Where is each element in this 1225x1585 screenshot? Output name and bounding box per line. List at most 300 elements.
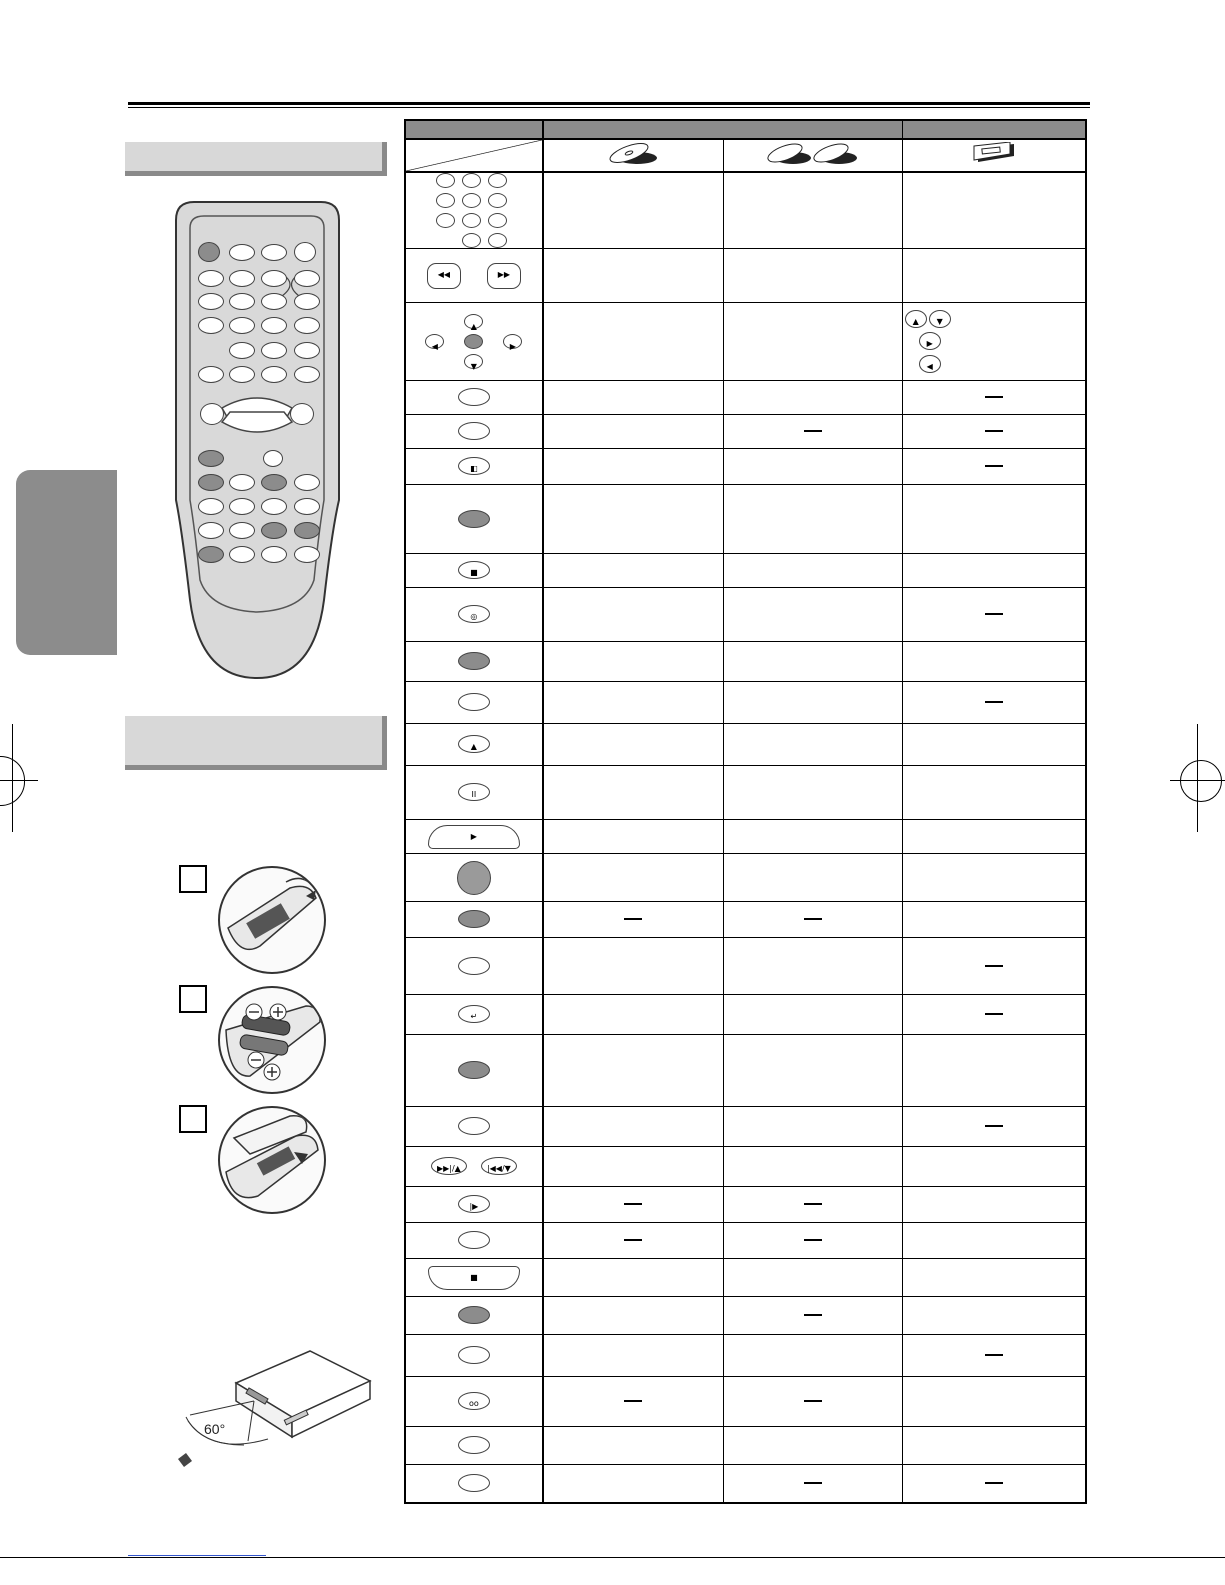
vcr-cell — [902, 381, 1086, 415]
dvd-cell — [543, 1465, 724, 1503]
not-applicable-dash — [804, 918, 822, 920]
cd-cell — [724, 682, 903, 724]
right-glyph: ▶ — [509, 341, 516, 351]
button-cell — [405, 766, 543, 820]
button-cell — [405, 1377, 543, 1427]
cd-cell — [724, 1107, 903, 1147]
button-graphic — [458, 422, 490, 440]
remote-right-key — [294, 474, 320, 491]
oval-button — [458, 957, 490, 975]
number-key — [488, 193, 507, 208]
cd-cell — [724, 381, 903, 415]
button-graphic — [458, 1005, 490, 1023]
number-key — [462, 213, 481, 228]
oval-dark-button — [458, 910, 490, 928]
vcr-cell — [902, 1035, 1086, 1107]
number-key — [488, 213, 507, 228]
table-row — [405, 724, 1086, 766]
table-row — [405, 1427, 1086, 1465]
remote-eject-key — [294, 242, 316, 262]
left-button — [425, 334, 444, 349]
button-cell — [405, 724, 543, 766]
cd-media-cell — [724, 139, 903, 172]
table-row — [405, 995, 1086, 1035]
vcr-cell — [902, 588, 1086, 642]
enter-button — [464, 334, 483, 349]
button-cell — [405, 682, 543, 724]
vcr-cell — [902, 938, 1086, 995]
dvd-cell — [543, 172, 724, 249]
button-cell — [405, 938, 543, 995]
vcr-cell — [902, 642, 1086, 682]
vcr-arrow-row-updown — [905, 310, 1085, 328]
remote-key — [294, 546, 320, 563]
button-cell — [405, 1259, 543, 1297]
skip-back-glyph: |◀◀/▼ — [486, 1164, 511, 1174]
top-rule-thin — [128, 107, 1090, 108]
number-key — [488, 233, 507, 248]
eject-button — [458, 735, 490, 753]
step-box-3 — [179, 1105, 207, 1133]
remote-key — [229, 270, 255, 287]
remote-tape-key — [229, 366, 255, 383]
table-row — [405, 1259, 1086, 1297]
cd-cell — [724, 1223, 903, 1259]
stop-button — [428, 1266, 520, 1290]
not-applicable-dash — [804, 1314, 822, 1316]
button-cell — [405, 1297, 543, 1335]
pause-button — [458, 783, 490, 801]
cd-cell — [724, 485, 903, 554]
button-graphic — [458, 561, 490, 579]
table-row — [405, 1107, 1086, 1147]
button-graphic — [457, 861, 491, 895]
not-applicable-dash — [804, 430, 822, 432]
remote-key — [198, 270, 224, 287]
disc-glyph: ◎ — [470, 612, 478, 622]
table-row — [405, 766, 1086, 820]
button-cell — [405, 249, 543, 303]
vcr-cell — [902, 415, 1086, 449]
remote-audio-key — [261, 244, 287, 261]
bottom-link-underline — [128, 1555, 266, 1556]
down-button — [929, 310, 951, 328]
button-cell — [405, 172, 543, 249]
vcr-cell — [902, 1377, 1086, 1427]
table-row — [405, 249, 1086, 303]
vcr-arrow-list — [903, 310, 1085, 373]
side-section-tab — [16, 470, 117, 655]
table-row — [405, 172, 1086, 249]
table-row — [405, 902, 1086, 938]
ffw-button — [487, 263, 521, 289]
button-graphic — [458, 1061, 490, 1079]
cd-cell — [724, 588, 903, 642]
dvd-cell — [543, 1377, 724, 1427]
cd-cell — [724, 554, 903, 588]
step-box-1 — [179, 865, 207, 893]
up-glyph: ▲ — [470, 321, 477, 331]
vcr-cell — [902, 303, 1086, 381]
button-graphic — [458, 1117, 490, 1135]
cursor-row-down — [415, 352, 532, 372]
rew-button — [427, 263, 461, 289]
remote-stop-key — [198, 366, 224, 383]
cd-cell — [724, 415, 903, 449]
table-row — [405, 554, 1086, 588]
table-row — [405, 1335, 1086, 1377]
table-row — [405, 682, 1086, 724]
skip-back-button — [481, 1157, 517, 1175]
button-graphic — [458, 388, 490, 406]
oval-dark-button — [458, 652, 490, 670]
cd-cell — [724, 1187, 903, 1223]
vcr-cell — [902, 554, 1086, 588]
table-header-row — [405, 120, 1086, 139]
not-applicable-dash — [624, 1400, 642, 1402]
cd-cell — [724, 1147, 903, 1187]
button-graphic — [458, 910, 490, 928]
dvd-cell — [543, 1335, 724, 1377]
left-glyph: ◀ — [926, 361, 933, 371]
vhs-cassette-icon — [970, 142, 1018, 164]
remote-power-key — [198, 242, 220, 262]
oval-button — [458, 1346, 490, 1364]
left-button — [919, 355, 941, 373]
remote-key — [261, 293, 287, 310]
table-row — [405, 1297, 1086, 1335]
cursor-row-up — [415, 312, 532, 332]
table-row — [405, 820, 1086, 854]
battery-section-header — [125, 716, 387, 770]
up-button — [464, 314, 483, 329]
rew-glyph: ◀◀ — [437, 269, 451, 279]
number-key — [462, 233, 481, 248]
battery-step1-illustration — [218, 866, 326, 974]
cd-cell — [724, 766, 903, 820]
button-graphic — [458, 605, 490, 623]
button-cell — [405, 854, 543, 902]
remote-key — [198, 317, 224, 334]
dvd-cell — [543, 303, 724, 381]
button-graphic — [458, 693, 490, 711]
vcr-cell — [902, 995, 1086, 1035]
return-button — [458, 1005, 490, 1023]
cd-cell — [724, 1465, 903, 1503]
dvd-cell — [543, 588, 724, 642]
remote-range-diagram — [160, 1345, 375, 1475]
remote-key — [294, 522, 320, 539]
button-cell — [405, 1427, 543, 1465]
remote-down-key — [261, 498, 287, 515]
vcr-cell — [902, 1297, 1086, 1335]
cursor-row-mid — [415, 332, 532, 352]
button-cell — [405, 1187, 543, 1223]
vcr-cell — [902, 485, 1086, 554]
table-row — [405, 1187, 1086, 1223]
number-key — [488, 173, 507, 188]
oval-button — [458, 422, 490, 440]
header-cell-button — [405, 120, 543, 139]
remote-key — [198, 522, 224, 539]
remote-key — [229, 522, 255, 539]
vcr-cell — [902, 854, 1086, 902]
dvd-cell — [543, 449, 724, 485]
vcr-cell — [902, 1223, 1086, 1259]
dvd-cell — [543, 1297, 724, 1335]
button-cell — [405, 1223, 543, 1259]
cd-cell — [724, 1335, 903, 1377]
remote-key — [261, 522, 287, 539]
button-function-table — [404, 119, 1087, 1504]
remote-key — [229, 498, 255, 515]
table-row — [405, 1465, 1086, 1503]
table-row — [405, 938, 1086, 995]
table-row — [405, 449, 1086, 485]
button-cell — [405, 1147, 543, 1187]
not-applicable-dash — [985, 430, 1003, 432]
remote-key — [261, 270, 287, 287]
skip-fwd-button — [431, 1157, 467, 1175]
down-glyph: ▼ — [470, 361, 477, 371]
dvd-cell — [543, 938, 724, 995]
not-applicable-dash — [804, 1239, 822, 1241]
table-row — [405, 854, 1086, 902]
remote-control-illustration — [174, 200, 341, 680]
left-glyph: ◀ — [431, 341, 438, 351]
remote-key — [198, 498, 224, 515]
tape-glyph: oo — [468, 1399, 479, 1409]
button-cell — [405, 381, 543, 415]
oval-dark-button — [458, 1306, 490, 1324]
remote-key — [198, 546, 224, 563]
cd-cell — [724, 303, 903, 381]
remote-return-key — [294, 498, 320, 515]
cd-cell — [724, 938, 903, 995]
table-row — [405, 1223, 1086, 1259]
button-graphic — [458, 652, 490, 670]
vcr-cell — [902, 766, 1086, 820]
dvd-cell — [543, 724, 724, 766]
slow-glyph: |▶ — [469, 1202, 479, 1212]
button-graphic — [458, 1231, 490, 1249]
oval-button — [458, 1474, 490, 1492]
remote-key — [294, 317, 320, 334]
right-button — [503, 334, 522, 349]
dvd-cell — [543, 1259, 724, 1297]
remote-slow-key — [294, 342, 320, 359]
button-cell — [405, 642, 543, 682]
button-cell — [405, 485, 543, 554]
table-row — [405, 485, 1086, 554]
remote-enter-key — [261, 474, 287, 491]
button-cell — [405, 1465, 543, 1503]
dvd-cell — [543, 1107, 724, 1147]
header-cell-vcr — [902, 120, 1086, 139]
button-cell — [405, 1107, 543, 1147]
remote-key — [229, 317, 255, 334]
oval-button — [458, 693, 490, 711]
play-glyph: ▶ — [470, 831, 477, 841]
number-key — [462, 173, 481, 188]
stop-square-glyph: ■ — [470, 568, 478, 578]
angle-label: 60° — [204, 1421, 226, 1437]
remote-key — [261, 546, 287, 563]
dvd-cell — [543, 1427, 724, 1465]
oval-button — [458, 1231, 490, 1249]
right-glyph: ▶ — [926, 339, 933, 349]
cd-cell — [724, 1297, 903, 1335]
remote-section-header — [125, 142, 387, 176]
not-applicable-dash — [985, 613, 1003, 615]
cd-cell — [724, 249, 903, 303]
dvd-cell — [543, 766, 724, 820]
vcr-cell — [902, 682, 1086, 724]
remote-key — [261, 342, 287, 359]
not-applicable-dash — [985, 396, 1003, 398]
button-graphic — [458, 957, 490, 975]
dvd-cell — [543, 854, 724, 902]
power-button — [457, 861, 491, 895]
vcr-arrow-row-right — [905, 332, 1085, 350]
vcr-cell — [902, 249, 1086, 303]
button-cell — [405, 902, 543, 938]
stop-square-button — [458, 561, 490, 579]
dvd-cell — [543, 1035, 724, 1107]
slow-button — [458, 1195, 490, 1213]
dvd-cell — [543, 415, 724, 449]
remote-key — [229, 342, 255, 359]
button-graphic — [458, 510, 490, 528]
button-graphic — [458, 1392, 490, 1410]
button-graphic — [458, 1306, 490, 1324]
cd-cell — [724, 995, 903, 1035]
dvd-cell — [543, 1223, 724, 1259]
button-graphic — [428, 1266, 520, 1290]
not-applicable-dash — [985, 1354, 1003, 1356]
audio-button — [458, 457, 490, 475]
vcr-cell — [902, 1147, 1086, 1187]
not-applicable-dash — [985, 465, 1003, 467]
oval-button — [458, 1117, 490, 1135]
not-applicable-dash — [985, 701, 1003, 703]
button-cell — [405, 554, 543, 588]
vcr-cell — [902, 172, 1086, 249]
cd-cell — [724, 902, 903, 938]
up-button — [905, 310, 927, 328]
dvd-cell — [543, 249, 724, 303]
cursor-pad — [415, 312, 532, 372]
cd-cell — [724, 1377, 903, 1427]
dvd-cell — [543, 1147, 724, 1187]
number-key — [462, 193, 481, 208]
vcr-cell — [902, 1107, 1086, 1147]
remote-pause-key — [294, 366, 320, 383]
table-row — [405, 642, 1086, 682]
bottom-rule — [0, 1557, 1225, 1558]
not-applicable-dash — [624, 1239, 642, 1241]
down-glyph: ▼ — [936, 317, 943, 327]
oval-button — [458, 1436, 490, 1454]
dvd-cell — [543, 682, 724, 724]
button-graphic — [458, 735, 490, 753]
remote-skip-back-key — [294, 293, 320, 310]
button-graphic — [431, 1157, 517, 1175]
table-row — [405, 1147, 1086, 1187]
remote-key — [229, 244, 255, 261]
button-graphic — [458, 457, 490, 475]
number-key — [436, 193, 455, 208]
not-applicable-dash — [624, 1203, 642, 1205]
table-row — [405, 1035, 1086, 1107]
remote-skip-fwd-key — [294, 270, 320, 287]
not-applicable-dash — [985, 1013, 1003, 1015]
dvd-cell — [543, 642, 724, 682]
remote-key — [261, 317, 287, 334]
vcr-cell — [902, 1427, 1086, 1465]
number-key — [436, 173, 455, 188]
crop-mark-right-circle — [1180, 760, 1222, 802]
keypad-spacer — [436, 233, 460, 248]
header-cell-disc — [543, 120, 902, 139]
ffw-glyph: ▶▶ — [497, 269, 511, 279]
remote-left-key — [229, 474, 255, 491]
cd-cell — [724, 820, 903, 854]
dvd-cell — [543, 381, 724, 415]
vcr-arrow-row-left — [905, 355, 1085, 373]
table-row — [405, 588, 1086, 642]
button-cell — [405, 415, 543, 449]
remote-up-key — [263, 450, 283, 467]
remote-key — [229, 293, 255, 310]
cd-cell — [724, 449, 903, 485]
not-applicable-dash — [985, 1482, 1003, 1484]
down-button — [464, 354, 483, 369]
cd-cell — [724, 642, 903, 682]
dvd-cell — [543, 1187, 724, 1223]
vcr-media-cell — [902, 139, 1086, 172]
battery-step3-illustration — [218, 1106, 326, 1214]
battery-step2-illustration — [218, 986, 326, 1094]
up-glyph: ▲ — [912, 317, 919, 327]
step-box-2 — [179, 985, 207, 1013]
eject-glyph: ▲ — [470, 742, 477, 752]
vcr-cell — [902, 1187, 1086, 1223]
stop-glyph: ■ — [470, 1272, 478, 1282]
dvd-cell — [543, 485, 724, 554]
dvd-cell — [543, 995, 724, 1035]
cd-cell — [724, 724, 903, 766]
cd-discs-icon — [765, 140, 861, 166]
button-graphic — [415, 312, 532, 372]
cd-cell — [724, 1035, 903, 1107]
remote-key — [198, 450, 224, 467]
oval-dark-button — [458, 510, 490, 528]
oval-button — [458, 388, 490, 406]
crop-mark-left-circle — [0, 756, 25, 806]
not-applicable-dash — [804, 1482, 822, 1484]
media-icon-row — [405, 139, 1086, 172]
button-cell — [405, 1335, 543, 1377]
not-applicable-dash — [985, 965, 1003, 967]
vcr-cell — [902, 449, 1086, 485]
skip-fwd-glyph: ▶▶|/▲ — [436, 1164, 461, 1174]
remote-key — [198, 474, 224, 491]
pause-glyph: II — [471, 790, 477, 800]
not-applicable-dash — [804, 1400, 822, 1402]
button-cell — [405, 449, 543, 485]
remote-rew-key — [200, 403, 224, 425]
